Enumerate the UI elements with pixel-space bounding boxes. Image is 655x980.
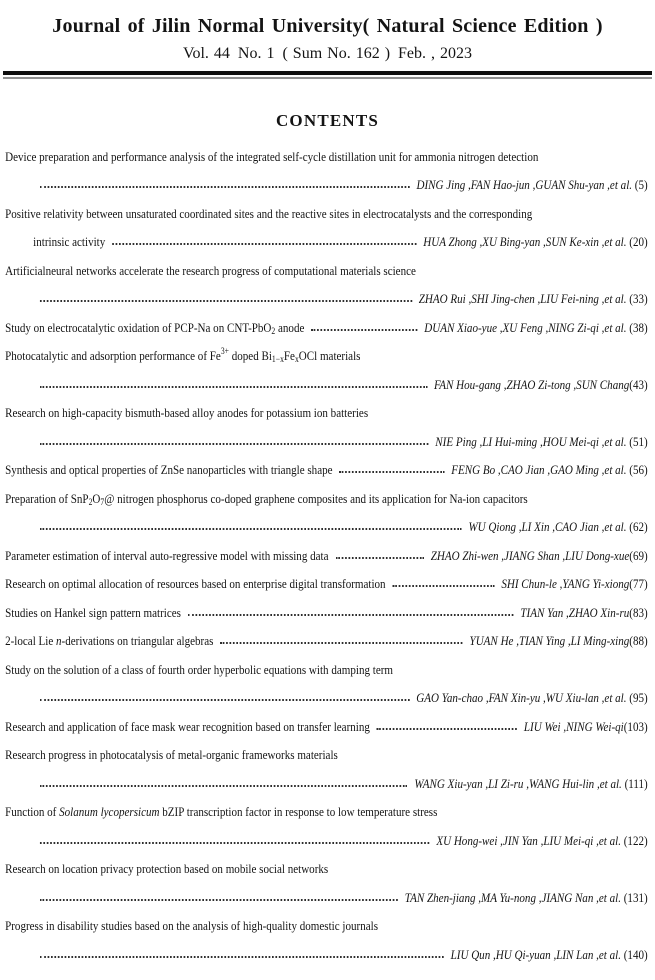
toc-entry-title: 2-local Lie n-derivations on triangular algebras	[5, 633, 214, 648]
toc-entry-title: Synthesis and optical properties of ZnSe nanoparticles with triangle shape	[5, 462, 333, 477]
toc-entry	[5, 535, 648, 564]
toc-entry-title: Study on electrocatalytic oxidation of PCP-Na on CNT-PbO$_2$ anode	[5, 319, 305, 336]
toc-entry	[5, 336, 648, 393]
toc-line	[5, 478, 648, 507]
dotted-leader	[40, 842, 430, 844]
toc-entry-authors: TAN Zhen-jiang ,MA Yu-nong ,JIANG Nan ,et al. (131)	[404, 889, 648, 905]
page-number: (131)	[623, 889, 648, 905]
toc-entry-authors: DING Jing ,FAN Hao-jun ,GUAN Shu-yan ,et al. (5)	[416, 177, 648, 192]
toc-line	[5, 507, 648, 536]
dotted-leader	[40, 528, 462, 530]
toc-entry	[5, 450, 648, 479]
page-number: (38)	[629, 319, 648, 335]
dotted-leader	[40, 956, 444, 958]
toc-entry-title: Parameter estimation of interval auto-regressive model with missing data	[5, 547, 329, 563]
contents-title: CONTENTS	[275, 111, 380, 130]
toc-entry-title: Artificialneural networks accelerate the research progress of computational materials science	[5, 262, 416, 278]
toc-line	[5, 877, 648, 906]
toc-entry	[5, 592, 648, 621]
toc-entry	[5, 849, 648, 906]
toc-line	[5, 849, 648, 878]
toc-entry-title: Progress in disability studies based on the analysis of high-quality domestic journals	[5, 918, 378, 933]
toc-line	[5, 649, 648, 678]
dotted-leader	[40, 785, 408, 787]
toc-line	[5, 763, 648, 792]
toc-entry	[5, 706, 648, 735]
toc-entry	[5, 906, 648, 963]
toc-line	[5, 222, 648, 251]
toc-entry-authors: YUAN He ,TIAN Ying ,LI Ming-xing(88)	[469, 633, 648, 648]
toc-line	[5, 250, 648, 279]
toc-entry-authors: DUAN Xiao-yue ,XU Feng ,NING Zi-qi ,et al. (38)	[424, 319, 648, 335]
toc-line	[5, 792, 648, 821]
toc-line	[5, 393, 648, 422]
page-number: (88)	[629, 633, 648, 648]
toc-entry-title: Research progress in photocatalysis of metal-organic frameworks materials	[5, 747, 338, 762]
toc-wrap	[0, 136, 655, 963]
page-number: (122)	[623, 832, 648, 848]
toc-entry	[5, 250, 648, 307]
toc-entry	[5, 564, 648, 593]
page-number: (5)	[634, 177, 648, 192]
toc-line	[5, 450, 648, 479]
dotted-leader	[112, 243, 416, 245]
toc-line	[5, 165, 648, 194]
dotted-leader	[377, 728, 517, 730]
toc-entry-title: Research on location privacy protection based on mobile social networks	[5, 861, 329, 876]
page-number: (56)	[629, 462, 648, 477]
dotted-leader	[311, 329, 417, 331]
toc-entry-authors: GAO Yan-chao ,FAN Xin-yu ,WU Xiu-lan ,et al. (95)	[416, 690, 648, 705]
issue-line: Vol. 44 No. 1 ( Sum No. 162 ) Feb. , 2023	[182, 45, 473, 62]
page-number: (83)	[629, 604, 648, 620]
toc-line	[5, 706, 648, 735]
page-number: (77)	[629, 576, 648, 591]
toc-entry	[5, 193, 648, 250]
toc-entry-authors: FENG Bo ,CAO Jian ,GAO Ming ,et al. (56)	[451, 462, 648, 477]
toc-entry-authors: LIU Wei ,NING Wei-qi(103)	[523, 718, 648, 734]
page-number: (20)	[629, 234, 648, 249]
dotted-leader	[40, 300, 412, 302]
toc-entry-authors: ZHAO Zhi-wen ,JIANG Shan ,LIU Dong-xue(69)	[430, 547, 648, 563]
toc-entry-authors: LIU Qun ,HU Qi-yuan ,LIN Lan ,et al. (140)	[450, 946, 648, 962]
toc-entry-title: Research on optimal allocation of resources based on enterprise digital transformation	[5, 576, 386, 591]
toc-entry-authors: FAN Hou-gang ,ZHAO Zi-tong ,SUN Chang(43)	[433, 376, 648, 392]
page-number: (140)	[623, 946, 648, 962]
toc-line	[5, 678, 648, 707]
toc-entry-title: Photocatalytic and adsorption performance of $Fe^{3+}$ doped $Bi_{1-x}Fe_xOCl$ materials	[5, 346, 361, 364]
toc-entry-title: Studies on Hankel sign pattern matrices	[5, 604, 181, 620]
toc-entry	[5, 478, 648, 535]
page-number: (43)	[629, 376, 648, 392]
page-number: (95)	[629, 690, 648, 705]
dotted-leader	[40, 186, 410, 188]
toc-line	[5, 279, 648, 308]
rule-thin-line	[3, 77, 652, 79]
toc-entry-authors: TIAN Yan ,ZHAO Xin-ru(83)	[520, 604, 648, 620]
toc-entry-title: intrinsic activity	[33, 234, 106, 249]
toc-entry-authors: NIE Ping ,LI Hui-ming ,HOU Mei-qi ,et al. (51)	[435, 433, 648, 449]
dotted-leader	[40, 386, 427, 388]
page-number: (103)	[623, 718, 648, 734]
rule-thick-line	[3, 71, 652, 75]
toc-line	[5, 906, 648, 935]
toc-entry-authors: ZHAO Rui ,SHI Jing-chen ,LIU Fei-ning ,et al. (33)	[418, 291, 648, 306]
dotted-leader	[335, 557, 424, 559]
toc-entry-authors: WU Qiong ,LI Xin ,CAO Jian ,et al. (62)	[468, 519, 648, 534]
toc-line	[5, 735, 648, 764]
journal-header	[0, 0, 655, 65]
toc-entry-title: Function of Solanum lycopersicum bZIP transcription factor in response to low temperature stress	[5, 804, 438, 819]
journal-title: Journal of Jilin Normal University( Natural Science Edition )	[52, 15, 603, 37]
toc-entry	[5, 792, 648, 849]
toc-line	[5, 307, 648, 336]
dotted-leader	[339, 471, 444, 473]
toc-entry-title: Research on high-capacity bismuth-based alloy anodes for potassium ion batteries	[5, 405, 369, 420]
toc-line	[5, 820, 648, 849]
toc-entry	[5, 393, 648, 450]
toc-line	[5, 934, 648, 963]
dotted-leader	[220, 642, 463, 644]
toc-entry-authors: SHI Chun-le ,YANG Yi-xiong(77)	[501, 576, 648, 591]
toc-line	[5, 193, 648, 222]
page-number: (69)	[629, 547, 648, 563]
page-number: (111)	[624, 775, 648, 791]
toc-entry-authors: WANG Xiu-yan ,LI Zi-ru ,WANG Hui-lin ,et al. (111)	[414, 775, 648, 791]
toc-entry-title: Device preparation and performance analysis of the integrated self-cycle distillation unit for ammonia nitrogen detection	[5, 148, 539, 164]
dotted-leader	[392, 585, 494, 587]
toc-line	[5, 535, 648, 564]
toc-line	[5, 364, 648, 393]
toc-entry-title: Preparation of $SnP_2O_7@$ nitrogen phosphorus co-doped graphene composites and its application for Na-ion capacitors	[5, 490, 528, 507]
toc-entry-authors: XU Hong-wei ,JIN Yan ,LIU Mei-qi ,et al. (122)	[436, 832, 648, 848]
toc-line	[5, 136, 648, 165]
toc-entry-title: Positive relativity between unsaturated coordinated sites and the reactive sites in electrocatalysts and the corresponding	[5, 205, 533, 221]
toc-list	[0, 136, 655, 963]
dotted-leader	[40, 899, 398, 901]
toc-line	[5, 336, 648, 365]
dotted-leader	[188, 614, 514, 616]
dotted-leader	[40, 443, 429, 445]
toc-line	[5, 592, 648, 621]
page-number: (62)	[629, 519, 648, 534]
toc-line	[5, 621, 648, 650]
dotted-leader	[40, 699, 410, 701]
toc-line	[5, 564, 648, 593]
page-number: (51)	[629, 433, 648, 449]
toc-entry	[5, 735, 648, 792]
toc-entry-title: Research and application of face mask wear recognition based on transfer learning	[5, 718, 370, 734]
double-rule	[3, 71, 652, 79]
toc-entry	[5, 621, 648, 650]
toc-entry	[5, 649, 648, 706]
toc-entry-title: Study on the solution of a class of fourth order hyperbolic equations with damping term	[5, 661, 394, 677]
toc-entry-authors: HUA Zhong ,XU Bing-yan ,SUN Ke-xin ,et al. (20)	[423, 234, 648, 249]
toc-entry	[5, 136, 648, 193]
toc-entry	[5, 307, 648, 336]
toc-line	[5, 421, 648, 450]
page-number: (33)	[629, 291, 648, 306]
